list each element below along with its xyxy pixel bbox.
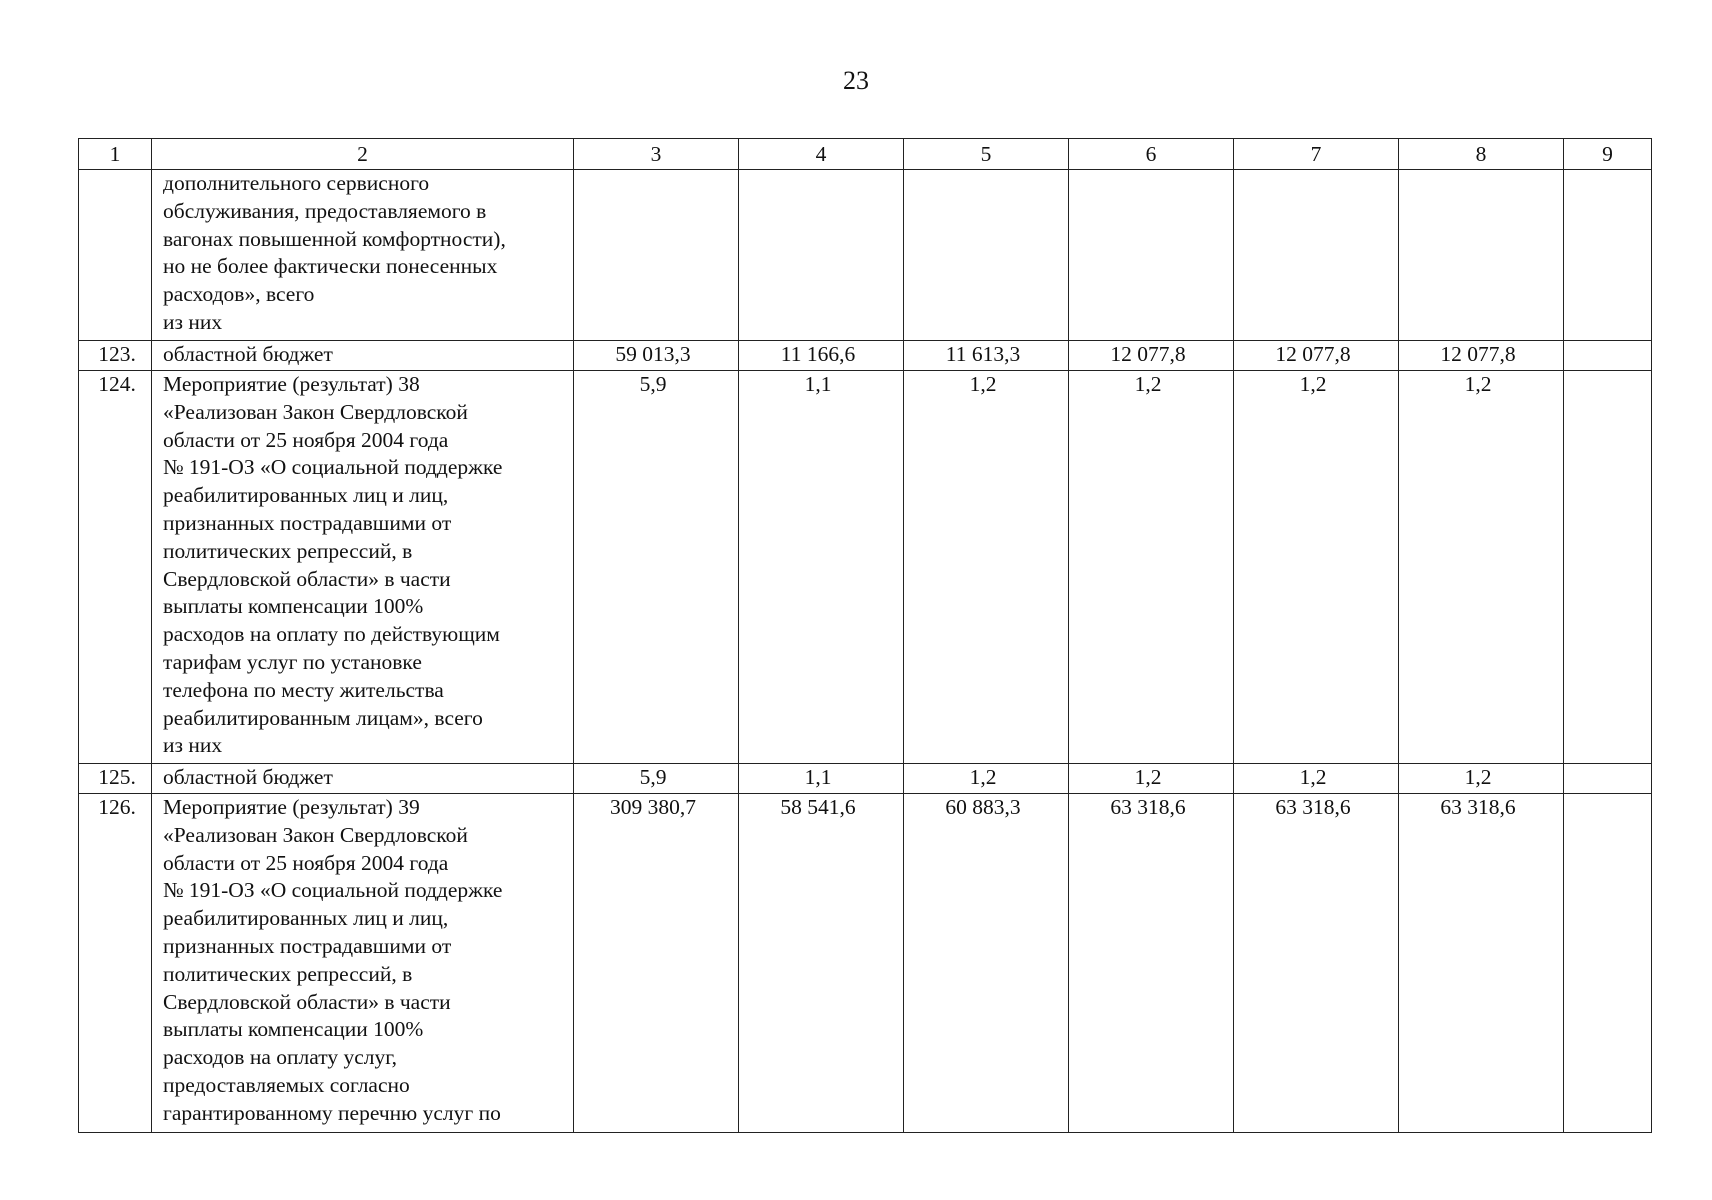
value-cell: 309 380,7: [574, 794, 739, 1133]
value-cell: [1234, 170, 1399, 341]
value-cell: 60 883,3: [904, 794, 1069, 1133]
value-cell: 58 541,6: [739, 794, 904, 1133]
table-row: [79, 764, 1652, 794]
column-number-header: 9: [1564, 139, 1652, 170]
value-cell: 12 077,8: [1399, 341, 1564, 371]
value-cell: 1,1: [739, 764, 904, 794]
value-cell: 1,2: [904, 371, 1069, 764]
table-header-row: [79, 139, 1652, 170]
value-cell: [1564, 764, 1652, 794]
value-cell: 63 318,6: [1399, 794, 1564, 1133]
value-cell: 1,2: [1234, 371, 1399, 764]
row-number: 125.: [79, 764, 152, 794]
value-cell: 1,2: [1069, 764, 1234, 794]
value-cell: [1564, 341, 1652, 371]
row-description: дополнительного сервисного обслуживания, предоставляемого в вагонах повышенной комфортности), но не более фактически понесенных расходов», всего из них: [152, 170, 574, 341]
column-number-header: 6: [1069, 139, 1234, 170]
column-number-header: 4: [739, 139, 904, 170]
value-cell: 12 077,8: [1234, 341, 1399, 371]
page-number: 23: [843, 66, 869, 95]
budget-table: [78, 138, 1652, 1133]
table-row: [79, 794, 1652, 1133]
value-cell: 11 166,6: [739, 341, 904, 371]
value-cell: 1,2: [1399, 764, 1564, 794]
value-cell: 1,2: [1234, 764, 1399, 794]
value-cell: [1399, 170, 1564, 341]
table-row: [79, 371, 1652, 764]
column-number-header: 5: [904, 139, 1069, 170]
value-cell: 5,9: [574, 371, 739, 764]
value-cell: [904, 170, 1069, 341]
table-row: [79, 341, 1652, 371]
value-cell: 11 613,3: [904, 341, 1069, 371]
row-number: 123.: [79, 341, 152, 371]
value-cell: 1,2: [1069, 371, 1234, 764]
column-number-header: 1: [79, 139, 152, 170]
value-cell: [574, 170, 739, 341]
value-cell: 63 318,6: [1234, 794, 1399, 1133]
value-cell: 63 318,6: [1069, 794, 1234, 1133]
value-cell: 59 013,3: [574, 341, 739, 371]
value-cell: 1,2: [904, 764, 1069, 794]
column-number-header: 3: [574, 139, 739, 170]
column-number-header: 2: [152, 139, 574, 170]
value-cell: [1564, 371, 1652, 764]
row-description: областной бюджет: [152, 341, 574, 371]
row-number: 124.: [79, 371, 152, 764]
column-number-header: 7: [1234, 139, 1399, 170]
value-cell: [1564, 794, 1652, 1133]
value-cell: 1,1: [739, 371, 904, 764]
value-cell: 5,9: [574, 764, 739, 794]
row-number: 126.: [79, 794, 152, 1133]
row-description: Мероприятие (результат) 38 «Реализован Закон Свердловской области от 25 ноября 2004 года № 191-ОЗ «О социальной поддержке реабилитированных лиц и лиц, признанных пострадавшими от политических репрессий, в Свердловской области» в части выплаты компенсации 100% расходов на оплату по действующим тарифам услуг по установке телефона по месту жительства реабилитированным лицам», всего из них: [152, 371, 574, 764]
value-cell: 12 077,8: [1069, 341, 1234, 371]
column-number-header: 8: [1399, 139, 1564, 170]
value-cell: 1,2: [1399, 371, 1564, 764]
row-description: Мероприятие (результат) 39 «Реализован Закон Свердловской области от 25 ноября 2004 года № 191-ОЗ «О социальной поддержке реабилитированных лиц и лиц, признанных пострадавшими от политических репрессий, в Свердловской области» в части выплаты компенсации 100% расходов на оплату услуг, предоставляемых согласно гарантированному перечню услуг по: [152, 794, 574, 1133]
table-row: [79, 170, 1652, 341]
row-description: областной бюджет: [152, 764, 574, 794]
value-cell: [739, 170, 904, 341]
value-cell: [1069, 170, 1234, 341]
row-number: [79, 170, 152, 341]
value-cell: [1564, 170, 1652, 341]
